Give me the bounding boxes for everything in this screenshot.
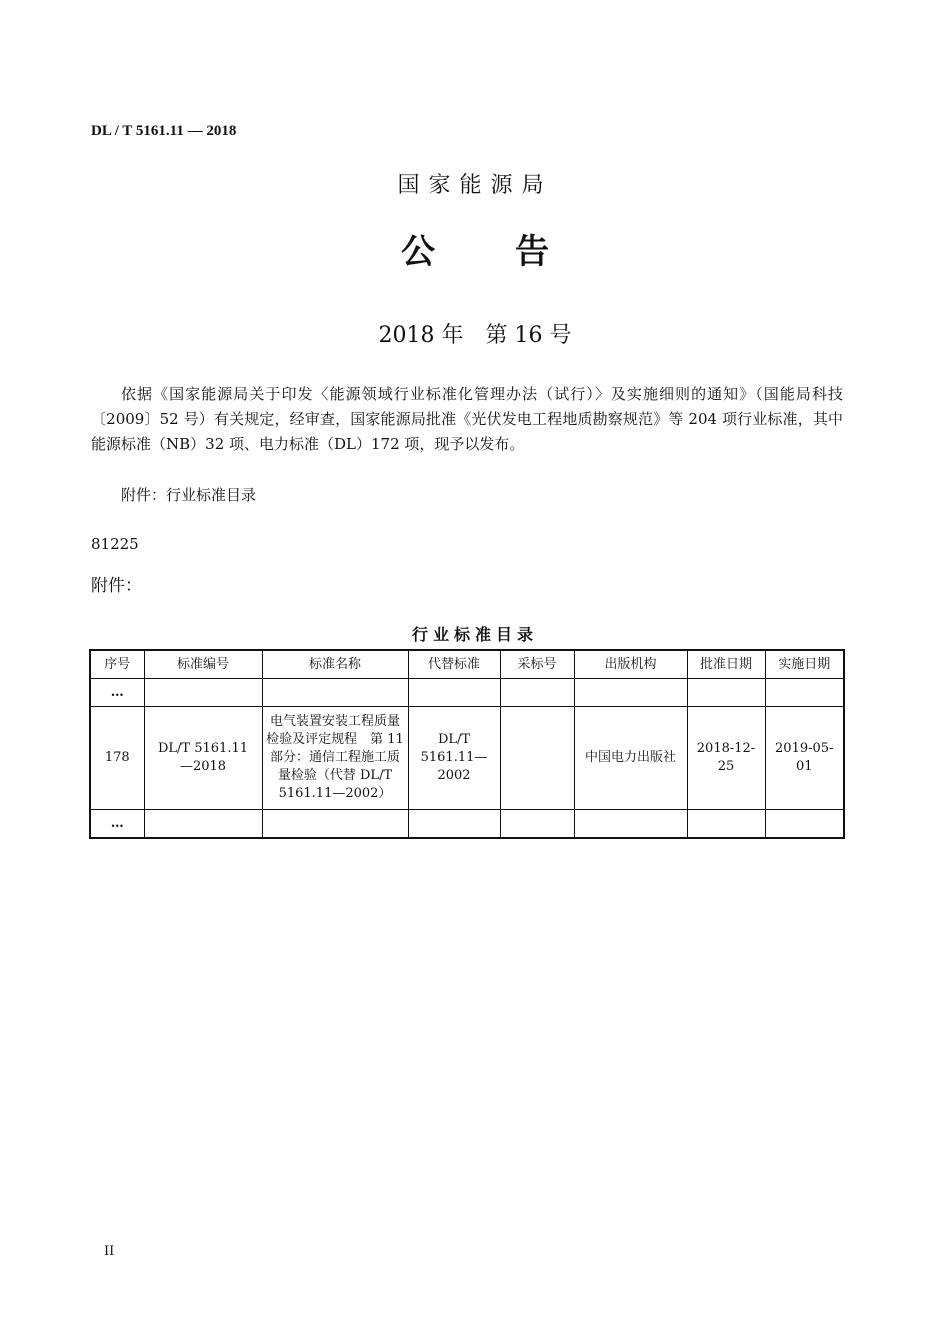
cell-adopted (500, 707, 574, 810)
cell-name: 电气装置安装工程质量检验及评定规程 第 11 部分：通信工程施工质量检验（代替 DL/T 5161.11—2002） (262, 707, 408, 810)
attachment-line: 附件：行业标准目录 (121, 486, 257, 504)
table-row (90, 707, 844, 810)
cell-effective: 2019-05-01 (765, 707, 844, 810)
notice-title-right: 告 (515, 232, 549, 272)
notice-title-left: 公 (401, 232, 435, 272)
ellipsis-cell: … (90, 679, 144, 707)
header-adopted: 采标号 (500, 650, 574, 679)
attachment-heading: 附件： (91, 576, 142, 596)
header-approved: 批准日期 (687, 650, 765, 679)
cell-replaces: DL/T 5161.11—2002 (408, 707, 500, 810)
document-code: DL / T 5161.11 — 2018 (91, 123, 237, 139)
issue-number: 2018 年 第 16 号 (378, 323, 572, 348)
announcement-body: 依据《国家能源局关于印发〈能源领域行业标准化管理办法（试行）〉及实施细则的通知》（国能局科技〔2009〕52 号）有关规定，经审查，国家能源局批准《光伏发电工程地质勘察规范》等 204 项行业标准，其中能源标准（NB）32 项、电力标准（DL）172 项，现予以发布。 (91, 385, 843, 453)
standards-table (89, 649, 845, 839)
header-seq: 序号 (90, 650, 144, 679)
header-code: 标准编号 (144, 650, 262, 679)
page-number: II (104, 1244, 115, 1259)
header-name: 标准名称 (262, 650, 408, 679)
header-replaces: 代替标准 (408, 650, 500, 679)
table-row-ellipsis-bottom (90, 810, 844, 839)
cell-seq: 178 (90, 707, 144, 810)
table-row-ellipsis-top (90, 679, 844, 707)
header-effective: 实施日期 (765, 650, 844, 679)
cell-approved: 2018-12-25 (687, 707, 765, 810)
agency-name: 国家能源局 (397, 173, 553, 198)
cell-code: DL/T 5161.11—2018 (144, 707, 262, 810)
ellipsis-cell: … (90, 810, 144, 839)
cell-publisher: 中国电力出版社 (574, 707, 687, 810)
notice-title (0, 224, 950, 273)
reference-number: 81225 (91, 535, 139, 553)
header-publisher: 出版机构 (574, 650, 687, 679)
table-header-row (90, 650, 844, 679)
table-title: 行业标准目录 (411, 625, 538, 644)
